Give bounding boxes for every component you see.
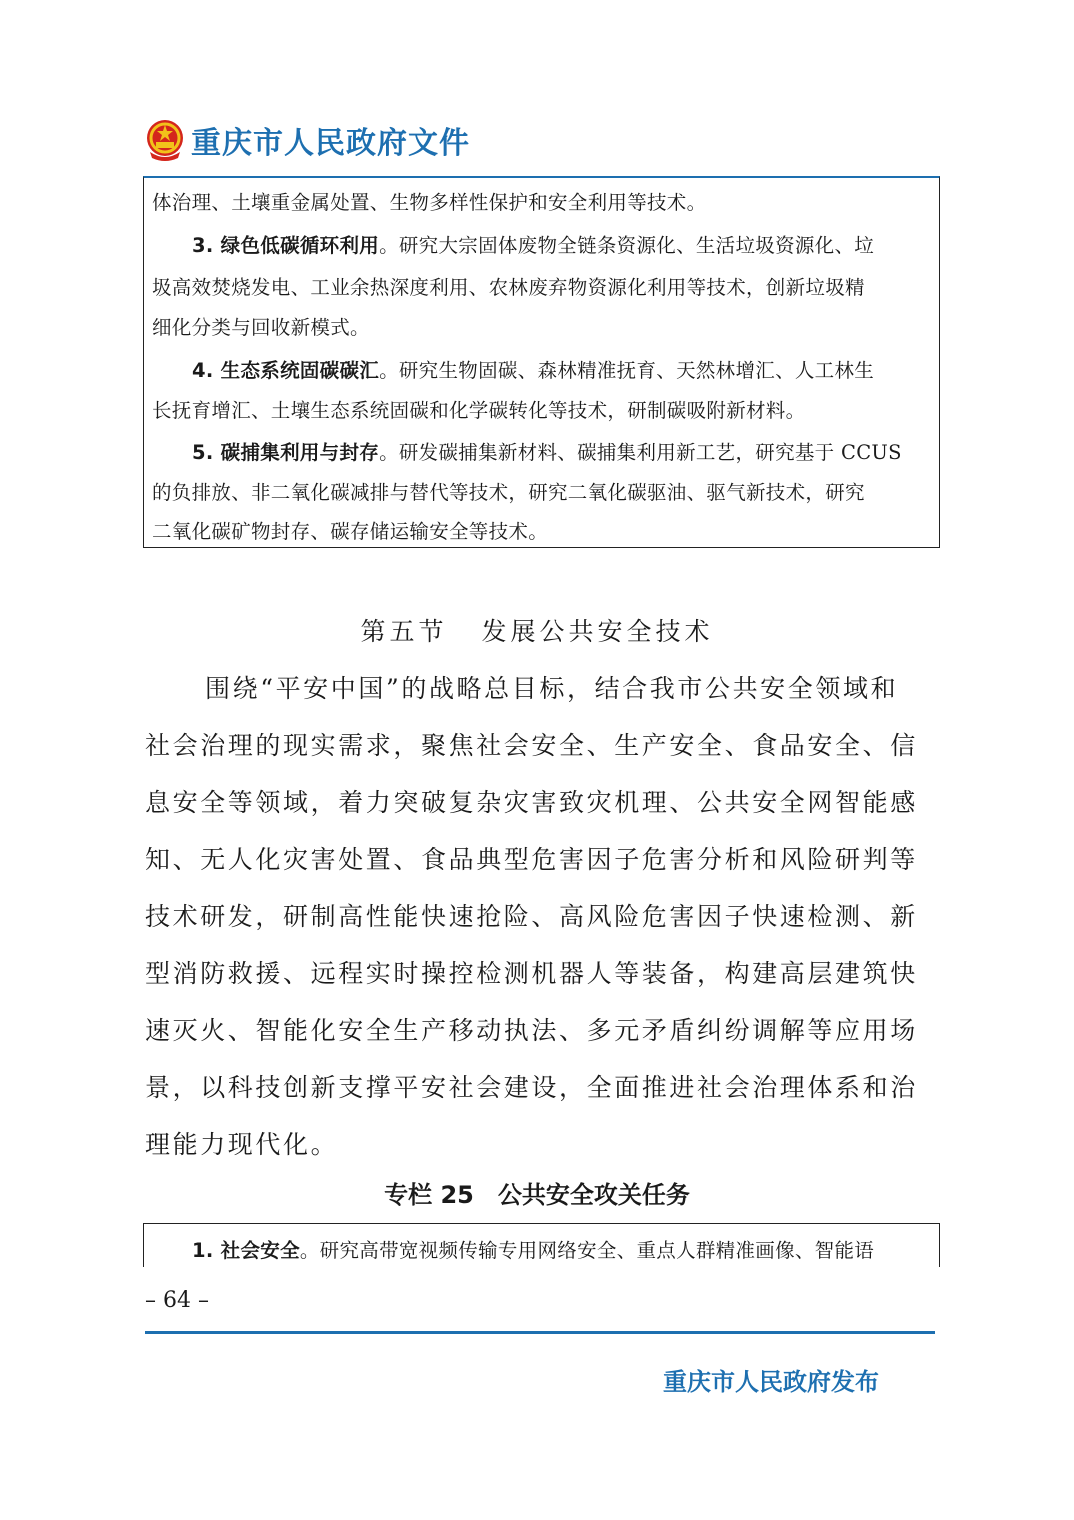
item-label: 4. 生态系统固碳碳汇 xyxy=(192,359,380,382)
paragraph-line: 围绕“平安中国”的战略总目标，结合我市公共安全领域和 xyxy=(205,674,899,703)
footer-publisher: 重庆市人民政府发布 xyxy=(663,1368,879,1396)
paragraph-line: 景，以科技创新支撑平安社会建设，全面推进社会治理体系和治 xyxy=(145,1073,918,1102)
paragraph-line: 理能力现代化。 xyxy=(145,1130,339,1159)
column-title xyxy=(0,1175,1074,1210)
paragraph-line: 社会治理的现实需求，聚焦社会安全、生产安全、食品安全、信 xyxy=(145,731,918,760)
section-heading: 发展公共安全技术 xyxy=(481,617,714,646)
box-line: 4. 生态系统固碳碳汇。研究生物固碳、森林精准抚育、天然林增汇、人工林生 xyxy=(192,359,875,382)
item-label: 5. 碳捕集利用与封存 xyxy=(192,441,380,464)
paragraph-line: 速灭火、智能化安全生产移动执法、多元矛盾纠纷调解等应用场 xyxy=(145,1016,918,1045)
paragraph-line: 息安全等领域，着力突破复杂灾害致灾机理、公共安全网智能感 xyxy=(145,788,918,817)
box-line: 1. 社会安全。研究高带宽视频传输专用网络安全、重点人群精准画像、智能语 xyxy=(192,1239,875,1262)
box-line: 长抚育增汇、土壤生态系统固碳和化学碳转化等技术，研制碳吸附新材料。 xyxy=(152,399,806,422)
document-header xyxy=(145,118,470,162)
item-label: 1. 社会安全 xyxy=(192,1239,300,1262)
task-box-public-safety xyxy=(143,1223,940,1267)
paragraph-line: 型消防救援、远程实时操控检测机器人等装备，构建高层建筑快 xyxy=(145,959,918,988)
box-line: 的负排放、非二氧化碳减排与替代等技术，研究二氧化碳驱油、驱气新技术，研究 xyxy=(152,481,865,504)
column-heading: 公共安全攻关任务 xyxy=(497,1181,690,1209)
page-number: – 64 – xyxy=(145,1288,209,1313)
box-line: 3. 绿色低碳循环利用。研究大宗固体废物全链条资源化、生活垃圾资源化、垃 xyxy=(192,234,875,257)
column-number: 专栏 25 xyxy=(384,1181,474,1209)
paragraph-line: 技术研发，研制高性能快速抢险、高风险危害因子快速检测、新 xyxy=(145,902,918,931)
section-title xyxy=(0,612,1074,648)
box-line: 5. 碳捕集利用与封存。研发碳捕集新材料、碳捕集利用新工艺，研究基于 CCUS xyxy=(192,441,902,464)
section-number: 第五节 xyxy=(360,617,448,646)
footer-divider xyxy=(145,1331,935,1334)
box-line: 二氧化碳矿物封存、碳存储运输安全等技术。 xyxy=(152,520,549,543)
item-label: 3. 绿色低碳循环利用 xyxy=(192,234,380,257)
header-title: 重庆市人民政府文件 xyxy=(191,126,470,161)
box-line: 体治理、土壤重金属处置、生物多样性保护和安全利用等技术。 xyxy=(152,191,707,214)
box-line: 细化分类与回收新模式。 xyxy=(152,316,370,339)
paragraph-line: 知、无人化灾害处置、食品典型危害因子危害分析和风险研判等 xyxy=(145,845,918,874)
national-emblem-icon xyxy=(145,118,185,162)
task-box-carbon xyxy=(143,176,940,548)
box-line: 圾高效焚烧发电、工业余热深度利用、农林废弃物资源化利用等技术，创新垃圾精 xyxy=(152,276,865,299)
